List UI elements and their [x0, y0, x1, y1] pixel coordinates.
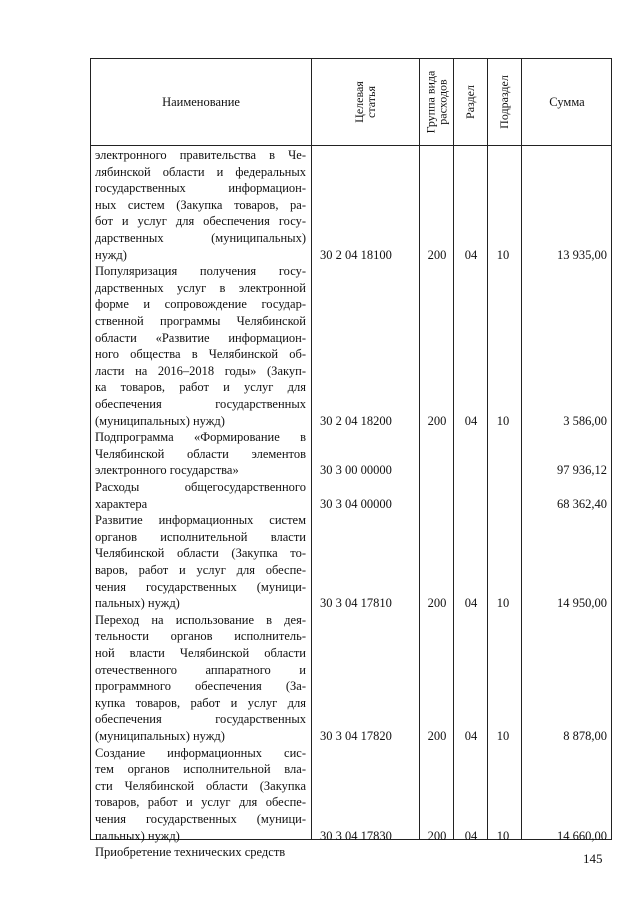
section-code: 04 — [464, 596, 478, 611]
row-name-line: бот и услуг для обеспечения госу- — [95, 214, 306, 229]
header-subsection: Подраздел — [497, 75, 512, 129]
row-name-line: Популяризация получения госу- — [95, 264, 306, 279]
subsection-code: 10 — [496, 247, 510, 262]
row-name-line: тем органов исполнительной вла- — [95, 762, 306, 777]
row-name-line: варов, работ и услуг для обеспе- — [95, 562, 306, 577]
expense-group-code: 200 — [427, 596, 447, 611]
row-name-line: дарственных услуг в электронной — [95, 280, 306, 295]
row-name — [95, 263, 306, 429]
column-divider — [311, 59, 312, 839]
target-item-code: 30 2 04 18200 — [320, 413, 392, 428]
header-expense-group: Группа вида расходов — [423, 70, 449, 134]
row-name-line: программного обеспечения (За- — [95, 679, 306, 694]
row-name-line: Развитие информационных систем — [95, 513, 306, 528]
expense-group-code: 200 — [427, 828, 447, 843]
section-code: 04 — [464, 828, 478, 843]
amount-value: 13 935,00 — [557, 247, 607, 262]
row-name — [95, 429, 306, 479]
expense-group-code: 200 — [427, 728, 447, 743]
row-name-line: (муниципальных) нужд) — [95, 728, 225, 743]
subsection-code: 10 — [496, 596, 510, 611]
header-divider — [91, 145, 611, 146]
header-section: Раздел — [462, 85, 477, 119]
row-name-line: чения государственных (муници- — [95, 579, 306, 594]
row-name-line: чения государственных (муници- — [95, 811, 306, 826]
row-name-line: Создание информационных сис- — [95, 745, 306, 760]
row-name — [95, 147, 306, 263]
row-name-line: характера — [95, 496, 148, 511]
row-name-line: ной власти Челябинской области — [95, 645, 306, 660]
column-divider — [453, 59, 454, 839]
header-amount: Сумма — [549, 94, 585, 109]
row-name-line: органов исполнительной власти — [95, 529, 306, 544]
target-item-code: 30 3 00 00000 — [320, 463, 392, 478]
row-name-line: ного общества в Челябинской об- — [95, 347, 306, 362]
target-item-code: 30 3 04 17810 — [320, 596, 392, 611]
amount-value: 8 878,00 — [563, 728, 607, 743]
amount-value: 14 660,00 — [557, 828, 607, 843]
column-divider — [521, 59, 522, 839]
row-name-line: электронного правительства в Че- — [95, 148, 306, 162]
row-name-line: пальных) нужд) — [95, 596, 180, 611]
row-name-line: Переход на использование в дея- — [95, 612, 306, 627]
section-code: 04 — [464, 728, 478, 743]
row-name-line: купка товаров, работ и услуг для — [95, 695, 306, 710]
row-name-line: сти Челябинской области (Закупка — [95, 778, 306, 793]
column-divider — [419, 59, 420, 839]
amount-value: 97 936,12 — [557, 463, 607, 478]
row-name-line: форме и сопровождение государ- — [95, 297, 306, 312]
row-name-line: дарственных (муниципальных) — [95, 230, 306, 245]
row-name-line: обеспечения государственных — [95, 396, 306, 411]
subsection-code: 10 — [496, 413, 510, 428]
subsection-code: 10 — [496, 728, 510, 743]
row-name-line: нужд) — [95, 247, 127, 262]
row-name-line: тельности органов исполнитель- — [95, 629, 306, 644]
row-name-line: Приобретение технических средств — [95, 845, 286, 860]
row-name-line: ка товаров, работ и услуг для — [95, 380, 306, 395]
row-name-line: пальных) нужд) — [95, 828, 180, 843]
header-target-item: Целевая статья — [351, 81, 378, 123]
row-name-line: товаров, работ и услуг для обеспе- — [95, 795, 306, 810]
row-name-line: ных систем (Закупка товаров, ра- — [95, 197, 306, 212]
subsection-code: 10 — [496, 828, 510, 843]
column-divider — [487, 59, 488, 839]
amount-value: 3 586,00 — [563, 413, 607, 428]
row-name-line: области «Развитие информацион- — [95, 330, 306, 345]
target-item-code: 30 3 04 17830 — [320, 828, 392, 843]
row-name-line: электронного государства» — [95, 463, 239, 478]
amount-value: 68 362,40 — [557, 496, 607, 511]
row-name-line: Расходы общегосударственного — [95, 480, 306, 494]
row-name-line: ласти на 2016–2018 годы» (Закуп- — [95, 363, 306, 378]
expense-group-code: 200 — [427, 413, 447, 428]
row-name — [95, 844, 306, 861]
row-name-line: Челябинской области (Закупка то- — [95, 546, 306, 561]
row-name — [95, 512, 306, 612]
row-name-line: ственной программы Челябинской — [95, 313, 306, 328]
row-name-line: (муниципальных) нужд) — [95, 413, 225, 428]
target-item-code: 30 3 04 17820 — [320, 728, 392, 743]
row-name — [95, 745, 306, 845]
header-name: Наименование — [162, 94, 240, 109]
row-name-line: Подпрограмма «Формирование в — [95, 430, 306, 445]
row-name-line: лябинской области и федеральных — [95, 164, 306, 179]
row-name — [95, 479, 306, 512]
section-code: 04 — [464, 413, 478, 428]
expense-group-code: 200 — [427, 247, 447, 262]
row-name-line: Челябинской области элементов — [95, 446, 306, 461]
page-number: 145 — [583, 851, 603, 866]
target-item-code: 30 2 04 18100 — [320, 247, 392, 262]
row-name-line: государственных информацион- — [95, 181, 306, 196]
row-name — [95, 612, 306, 745]
target-item-code: 30 3 04 00000 — [320, 496, 392, 511]
row-name-line: обеспечения государственных — [95, 712, 306, 727]
section-code: 04 — [464, 247, 478, 262]
row-name-line: отечественного аппаратного и — [95, 662, 306, 677]
amount-value: 14 950,00 — [557, 596, 607, 611]
